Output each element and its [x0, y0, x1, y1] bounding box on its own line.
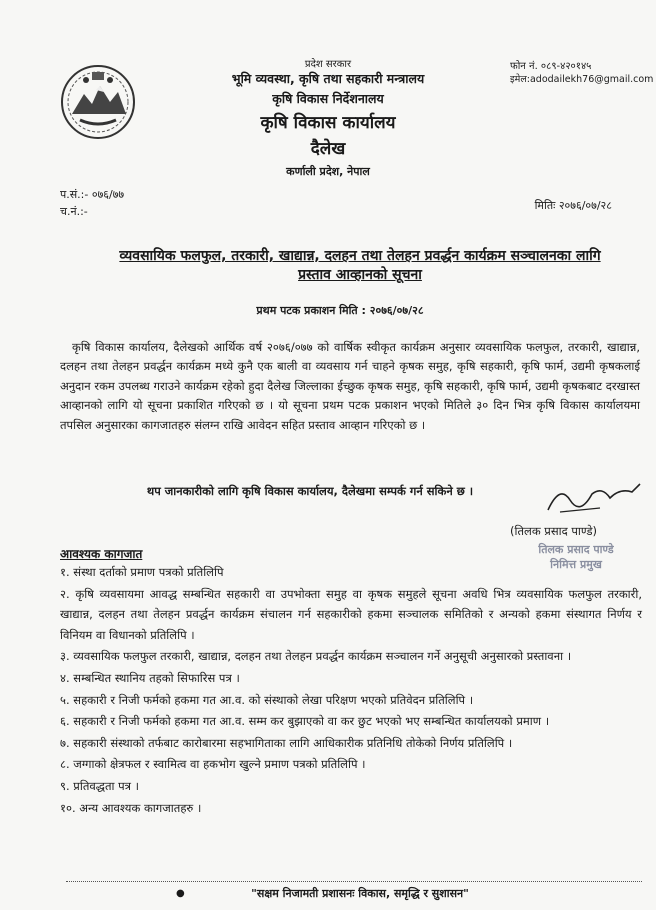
- header-ministry: भूमि व्यवस्था, कृषि तथा सहकारी मन्त्रालय: [231, 71, 425, 86]
- list-item: ४. सम्बन्धित स्थानिय तहको सिफारिस पत्र ।: [60, 670, 240, 685]
- header-province: कर्णाली प्रदेश, नेपाल: [286, 165, 370, 178]
- notice-title-line2: प्रस्ताव आव्हानको सूचना: [298, 267, 422, 283]
- list-item: ३. व्यवसायिक फलफुल तरकारी, खाद्यान्न, दलहन तथा तेलहन प्रवर्द्धन कार्यक्रम सञ्चालन गर्ने अनुसूची अनुसारको प्रस्तावना ।: [60, 649, 572, 664]
- signature-mark: [540, 478, 650, 518]
- header-district: दैलेख: [310, 139, 346, 159]
- list-item: १०. अन्य आवश्यक कागजातहरु ।: [60, 800, 202, 815]
- notice-body: कृषि विकास कार्यालय, दैलेखको आर्थिक वर्ष २०७६/०७७ को वार्षिक स्वीकृत कार्यक्रम अनुसार व्यवसायिक फलफुल, तरकारी, खाद्यान्न, दलहन तथा तेलहन प्रवर्द्धन कार्यक्रम मध्ये कुनै एक बाली वा व्यवसाय गर्न चाहने कृषक समुह, कृषि सहकारी, कृषि फार्म, उद्यमी कृषकलाई अनुदान रकम उपलब्ध गराउने कार्यक्रम रहेको हुदा दैलेख जिल्लाका ईच्छुक कृषक समुह, कृषि सहकारी, कृषि फार्म, उद्यमी कृषकबाट दरखास्त आव्हानको लागि यो सूचना प्रकाशित गरिएको छ । यो सूचना प्रथम पटक प्रकाशन भएको मितिले ३० दिन भित्र कृषि विकास कार्यालयमा तपसिल अनुसारका कागजातहरु संलग्न राखि आवेदन सहित प्रस्ताव आव्हान गरिएको छ ।: [60, 340, 640, 432]
- notice-title-line1: व्यवसायिक फलफुल, तरकारी, खाद्यान्न, दलहन तथा तेलहन प्रवर्द्धन कार्यक्रम सञ्चालनका लागि: [119, 248, 601, 264]
- footer-motto: "सक्षम निजामती प्रशासनः विकास, समृद्धि र सुशासन": [251, 887, 469, 900]
- list-item: ७. सहकारी संस्थाको तर्फबाट कारोबारमा सहभागिताका लागि आधिकारीक प्रतिनिधि तोकेको निर्णय प्रतिलिपि ।: [60, 735, 513, 750]
- phone-number: फोन नं. ०८९-४२०१४५: [510, 61, 592, 72]
- stamp-role: निमित्त प्रमुख: [550, 558, 602, 571]
- list-item: ६. सहकारी र निजी फर्मको हकमा गत आ.व. सम्म कर बुझाएको वा कर छुट भएको भए सम्बन्धित कार्यालयको प्रमाण ।: [60, 714, 550, 729]
- publication-date: प्रथम पटक प्रकाशन मिति : २०७६/०७/२८: [256, 304, 424, 317]
- requirements-list: [60, 562, 642, 819]
- footer-bullet: ●: [176, 888, 185, 899]
- list-item: १. संस्था दर्ताको प्रमाण पत्रको प्रतिलिपि: [60, 565, 224, 579]
- nepal-emblem-icon: [58, 62, 138, 142]
- list-item: २. कृषि व्यवसायमा आवद्ध सम्बन्धित सहकारी वा उपभोक्ता समुह वा कृषक समुहले सूचना अवधि भित्र व्यवसायिक फलफुल तरकारी, खाद्यान्न, दलहन तथा तेलहन प्रवर्द्धन कार्यक्रम संचालन गर्न सहकारीको हकमा सञ्चालक समितिको र अन्यको हकमा संस्थागत निर्णय र विनियम वा विधानको प्रतिलिपि ।: [60, 586, 642, 642]
- reference-number: प.सं.:- ०७६/७७: [60, 188, 125, 201]
- header-office: कृषि विकास कार्यालय: [260, 113, 396, 133]
- list-item: ८. जग्गाको क्षेत्रफल र स्वामित्व वा हकभोग खुल्ने प्रमाण पत्रको प्रतिलिपि ।: [60, 757, 366, 772]
- footer-divider: [66, 881, 642, 882]
- dispatch-number: च.नं.:-: [60, 205, 88, 218]
- email-address: इमेल:adodailekh76@gmail.com: [510, 74, 654, 85]
- contact-note: थप जानकारीको लागि कृषि विकास कार्यालय, दैलेखमा सम्पर्क गर्न सकिने छ ।: [146, 484, 474, 498]
- stamp-name: तिलक प्रसाद पाण्डे: [538, 543, 614, 556]
- list-item: ५. सहकारी र निजी फर्मको हकमा गत आ.व. को संस्थाको लेखा परिक्षण भएको प्रतिवेदन प्रतिलिपि ।: [60, 692, 474, 707]
- letter-date: मितिः २०७६/०७/२८: [534, 199, 612, 212]
- requirements-heading: आवश्यक कागजात: [60, 547, 143, 561]
- list-item: ९. प्रतिवद्धता पत्र ।: [60, 778, 140, 793]
- header-govt: प्रदेश सरकार: [304, 59, 352, 70]
- header-directorate: कृषि विकास निर्देशनालय: [272, 91, 384, 106]
- signer-name: (तिलक प्रसाद पाण्डे): [510, 524, 597, 538]
